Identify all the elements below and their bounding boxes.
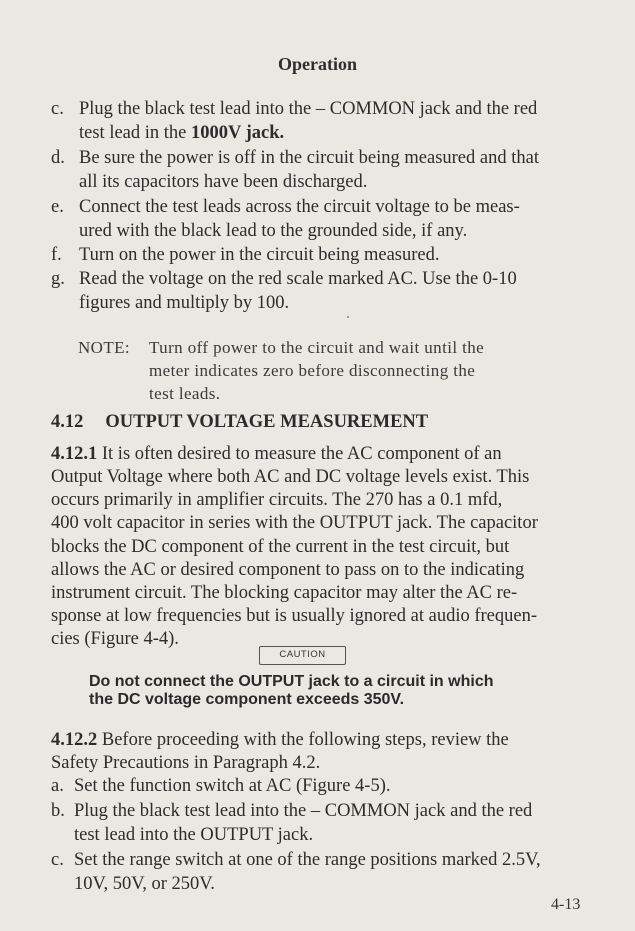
caution-text: Do not connect the OUTPUT jack to a circuit in which	[89, 673, 494, 690]
para-text: It is often desired to measure the AC component of an	[97, 444, 502, 464]
step-line: figures and multiply by 100.	[79, 293, 290, 313]
step-line: ured with the black lead to the grounded side, if any.	[79, 221, 468, 241]
para-line: Safety Precautions in Paragraph 4.2.	[51, 753, 321, 773]
step-letter: e.	[51, 197, 64, 217]
para-line: blocks the DC component of the current in the test circuit, but	[51, 537, 510, 557]
step-letter: g.	[51, 269, 65, 289]
step-line: Plug the black test lead into the – COMMON jack and the red	[74, 801, 533, 821]
para-line: sponse at low frequencies but is usually ignored at audio frequen-	[51, 606, 538, 626]
step-line-bold: 1000V jack.	[191, 123, 285, 143]
para-number: 4.12.1	[51, 444, 98, 464]
step-line: Plug the black test lead into the – COMMON jack and the red	[79, 99, 538, 119]
para-number: 4.12.2	[51, 730, 98, 750]
page-header: Operation	[278, 54, 357, 74]
step-letter: a.	[51, 776, 64, 796]
para-line: occurs primarily in amplifier circuits. The 270 has a 0.1 mfd,	[51, 490, 503, 510]
para-text: Before proceeding with the following steps, review the	[97, 730, 509, 750]
para-line	[51, 728, 509, 752]
step-line: Set the range switch at one of the range positions marked 2.5V,	[74, 850, 541, 870]
section-heading	[51, 412, 428, 433]
step-line: Set the function switch at AC (Figure 4-5).	[74, 776, 391, 796]
step-letter: c.	[51, 99, 64, 119]
step-letter: d.	[51, 148, 65, 168]
page-speck	[347, 316, 349, 318]
step-line: Turn on the power in the circuit being measured.	[79, 245, 440, 265]
section-title: OUTPUT VOLTAGE MEASUREMENT	[105, 412, 429, 432]
step-letter: f.	[51, 245, 62, 265]
step-letter: b.	[51, 801, 65, 821]
step-line: all its capacitors have been discharged.	[79, 172, 368, 192]
step-line-2	[79, 121, 284, 145]
section-number: 4.12	[51, 412, 84, 432]
para-line	[51, 442, 502, 466]
page-number: 4-13	[551, 896, 581, 913]
step-line: Connect the test leads across the circuit voltage to be meas-	[79, 197, 520, 217]
note-label: NOTE:	[78, 338, 131, 357]
note	[78, 336, 598, 408]
step-line: Read the voltage on the red scale marked AC. Use the 0-10	[79, 269, 517, 289]
para-line: allows the AC or desired component to pass on to the indicating	[51, 560, 525, 580]
step-line-text: test lead in the	[79, 123, 191, 143]
caution-label: CAUTION	[279, 649, 326, 660]
caution-text: the DC voltage component exceeds 350V.	[89, 691, 405, 708]
note-line: meter indicates zero before disconnecting the	[149, 361, 476, 380]
step-letter: c.	[51, 850, 64, 870]
note-line: Turn off power to the circuit and wait until the	[149, 338, 485, 357]
para-line: cies (Figure 4-4).	[51, 629, 179, 649]
step-line: Be sure the power is off in the circuit being measured and that	[79, 148, 539, 168]
para-line: instrument circuit. The blocking capacitor may alter the AC re-	[51, 583, 518, 603]
step-line: 10V, 50V, or 250V.	[74, 874, 215, 894]
caution-box	[259, 646, 346, 665]
step-line: test lead into the OUTPUT jack.	[74, 825, 314, 845]
note-line: test leads.	[149, 384, 221, 403]
para-line: Output Voltage where both AC and DC voltage levels exist. This	[51, 467, 530, 487]
para-line: 400 volt capacitor in series with the OUTPUT jack. The capacitor	[51, 513, 538, 533]
